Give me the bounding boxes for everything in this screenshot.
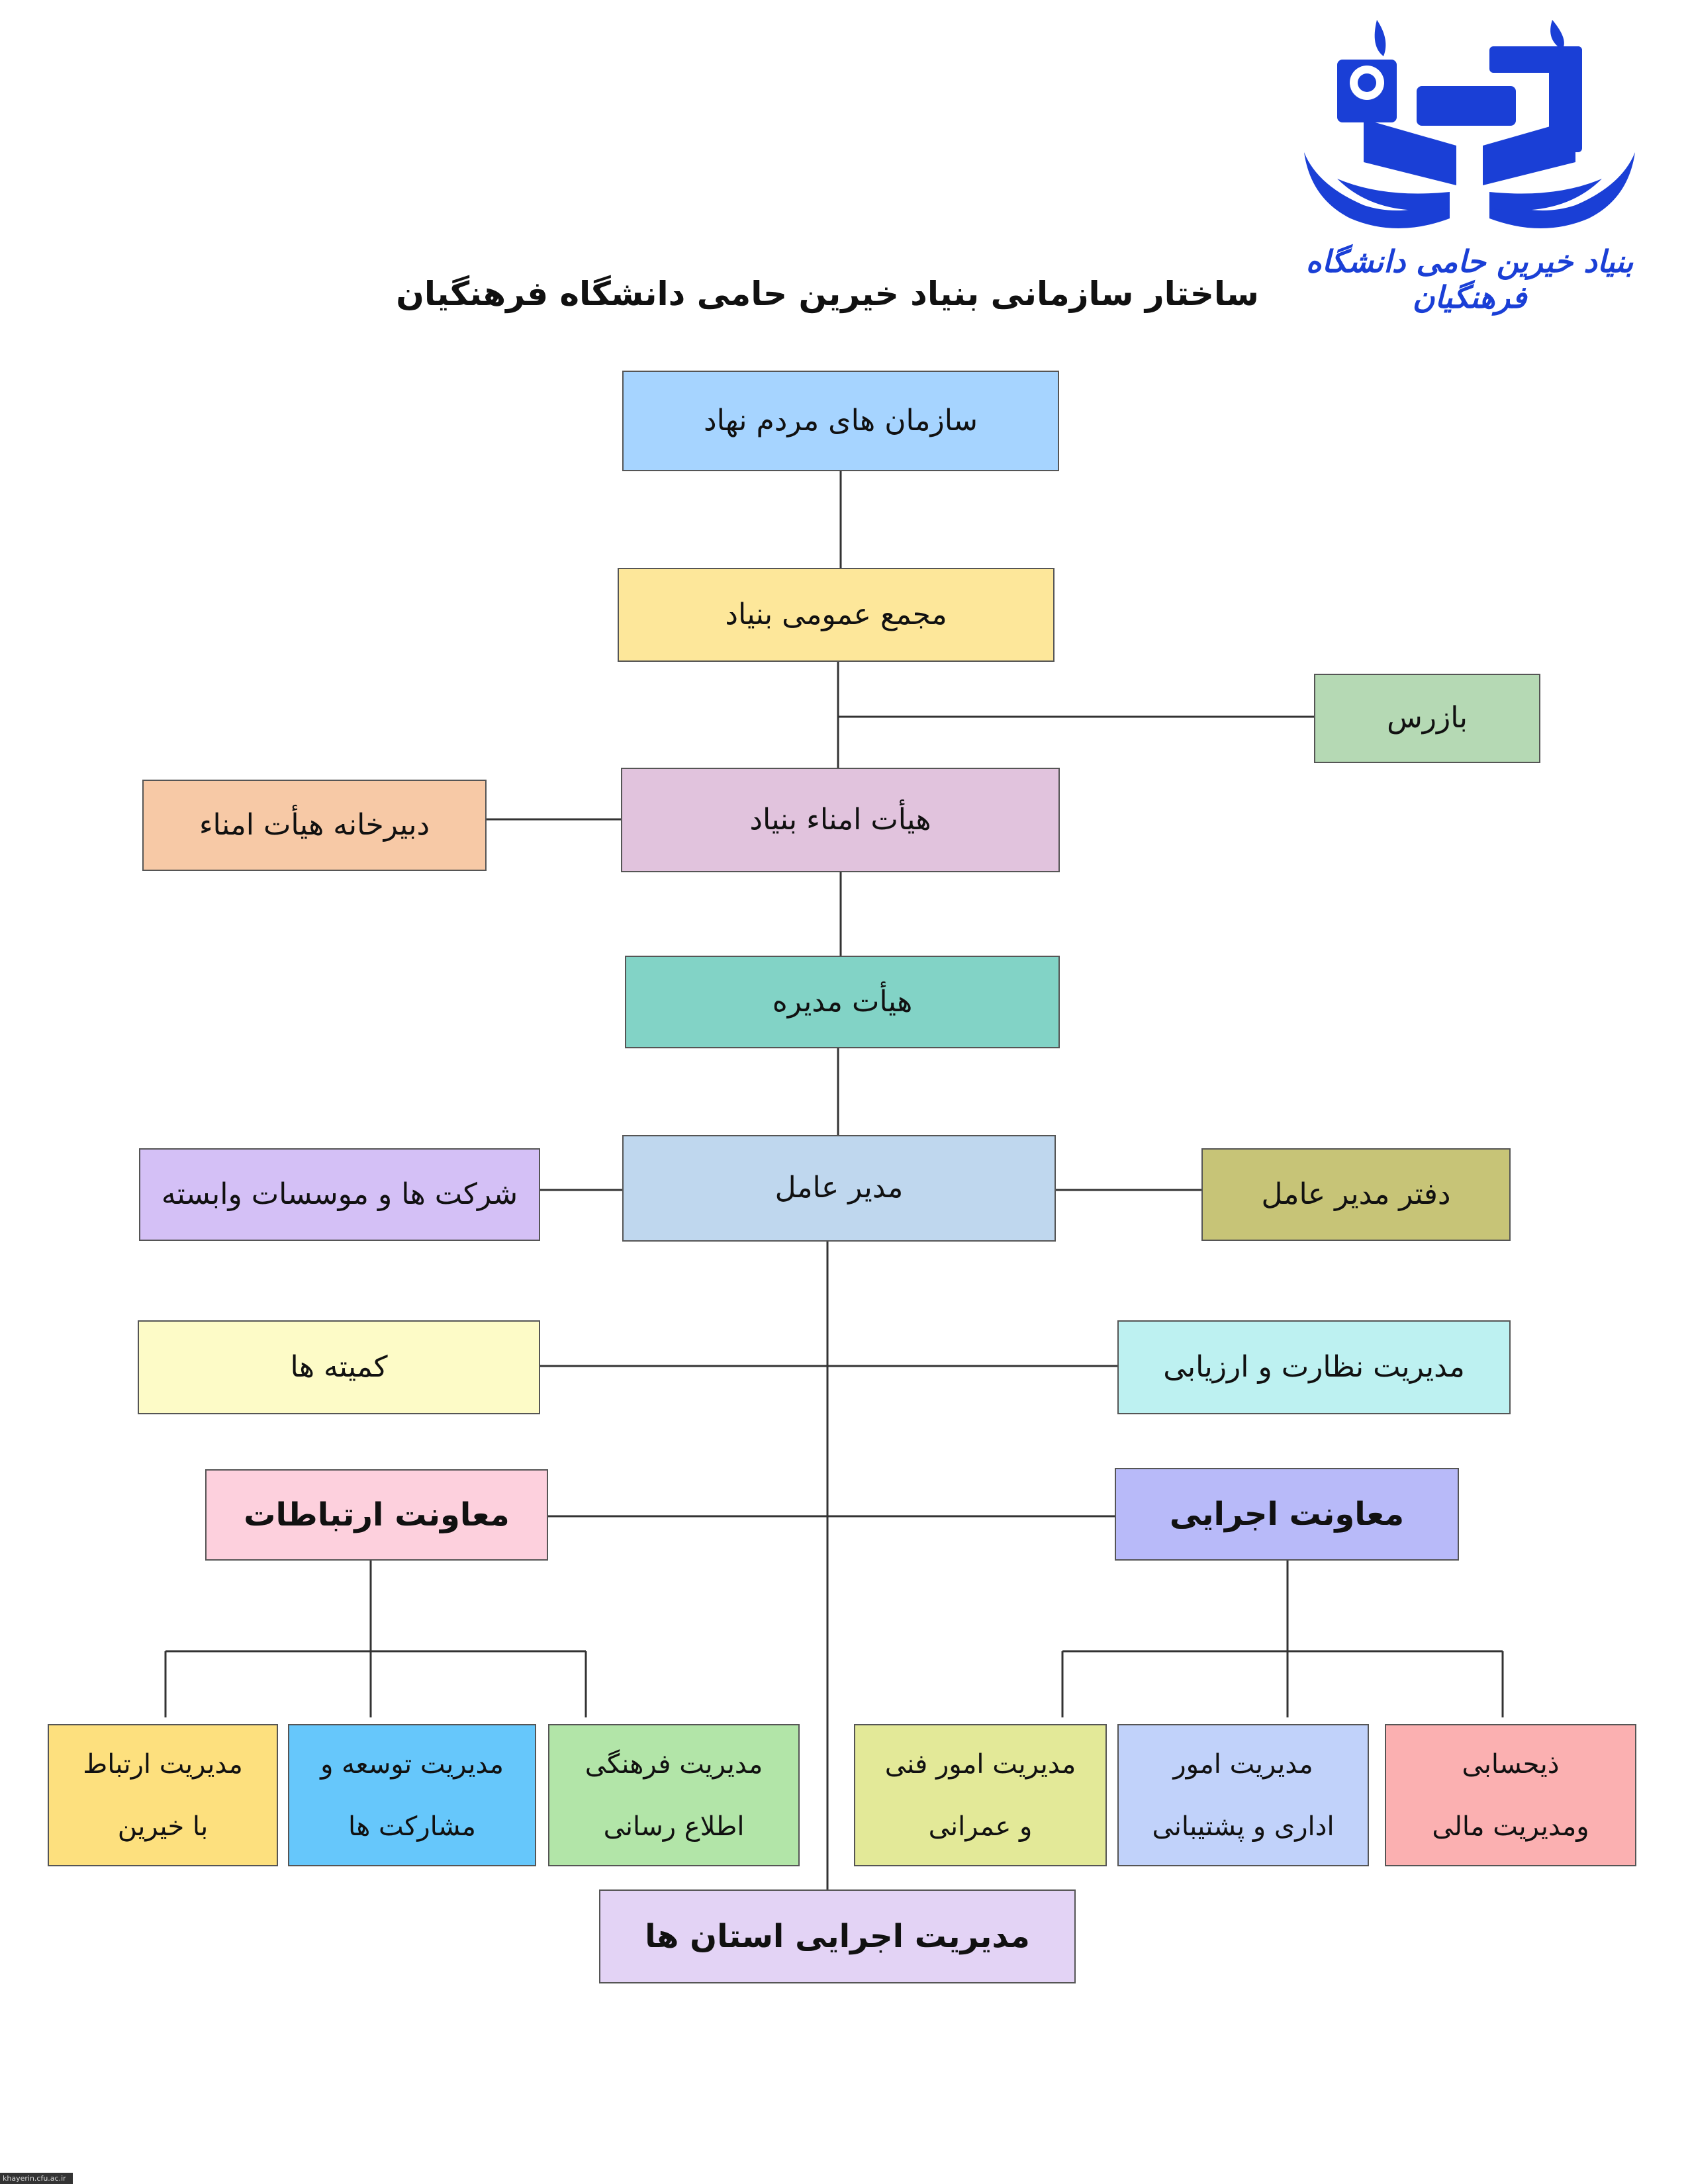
footer-mark: khayerin.cfu.ac.ir bbox=[0, 2173, 73, 2184]
node-ceo-office bbox=[1201, 1148, 1511, 1241]
node-inspector-label: بازرس bbox=[1387, 701, 1468, 735]
node-donor-relations-line2: با خیرین bbox=[117, 1811, 209, 1842]
node-general-assembly bbox=[618, 568, 1055, 662]
node-cultural-line1: مدیریت فرهنگی bbox=[585, 1749, 763, 1780]
node-committees bbox=[138, 1320, 540, 1414]
node-finance-line1: ذیحسابی bbox=[1462, 1749, 1560, 1780]
node-trustees-secretariat bbox=[142, 780, 487, 871]
node-provincial-management bbox=[599, 1889, 1076, 1983]
node-development-line2: مشارکت ها bbox=[348, 1811, 476, 1842]
node-ceo bbox=[622, 1135, 1056, 1242]
node-technical bbox=[854, 1724, 1107, 1866]
node-cultural-line2: اطلاع رسانی bbox=[603, 1811, 745, 1842]
node-executive-deputy-label: معاونت اجرایی bbox=[1169, 1495, 1405, 1533]
node-ngo-label: سازمان های مردم نهاد bbox=[703, 403, 978, 437]
node-board-of-directors-label: هیأت مدیره bbox=[772, 984, 913, 1019]
node-admin-support-line1: مدیریت امور bbox=[1173, 1749, 1313, 1780]
node-admin-support-line2: اداری و پشتیبانی bbox=[1152, 1811, 1335, 1842]
node-technical-line1: مدیریت امور فنی bbox=[884, 1749, 1076, 1780]
node-supervision-label: مدیریت نظارت و ارزیابی bbox=[1163, 1349, 1465, 1384]
node-donor-relations-line1: مدیریت ارتباط bbox=[83, 1749, 243, 1780]
chart-title: ساختار سازمانی بنیاد خیرین حامی دانشگاه فرهنگیان bbox=[396, 275, 1259, 313]
node-ceo-label: مدیر عامل bbox=[774, 1171, 904, 1205]
node-executive-deputy bbox=[1115, 1468, 1459, 1561]
logo-caption: بنیاد خیرین حامی دانشگاه فرهنگیان bbox=[1305, 244, 1634, 315]
node-cultural bbox=[548, 1724, 800, 1866]
node-board-of-trustees-label: هیأت امناء بنیاد bbox=[749, 802, 931, 837]
node-committees-label: کمیته ها bbox=[290, 1349, 388, 1384]
node-affiliated-companies bbox=[139, 1148, 540, 1241]
node-affiliated-companies-label: شرکت ها و موسسات وابسته bbox=[161, 1177, 518, 1211]
node-board-of-trustees bbox=[621, 768, 1060, 872]
node-inspector bbox=[1314, 674, 1540, 763]
node-supervision bbox=[1117, 1320, 1511, 1414]
node-admin-support bbox=[1117, 1724, 1369, 1866]
node-general-assembly-label: مجمع عمومی بنیاد bbox=[725, 597, 947, 631]
node-finance-line2: ومدیریت مالی bbox=[1432, 1811, 1589, 1842]
node-provincial-management-label: مدیریت اجرایی استان ها bbox=[645, 1917, 1030, 1955]
node-development bbox=[288, 1724, 536, 1866]
node-ceo-office-label: دفتر مدیر عامل bbox=[1261, 1177, 1451, 1211]
node-development-line1: مدیریت توسعه و bbox=[320, 1749, 504, 1780]
node-ngo bbox=[622, 371, 1059, 471]
node-communications-deputy-label: معاونت ارتباطات bbox=[244, 1496, 510, 1533]
node-board-of-directors bbox=[625, 956, 1060, 1048]
node-technical-line2: و عمرانی bbox=[928, 1811, 1033, 1842]
node-donor-relations bbox=[48, 1724, 278, 1866]
node-finance bbox=[1385, 1724, 1636, 1866]
node-communications-deputy bbox=[205, 1469, 548, 1561]
node-trustees-secretariat-label: دبیرخانه هیأت امناء bbox=[199, 807, 430, 842]
